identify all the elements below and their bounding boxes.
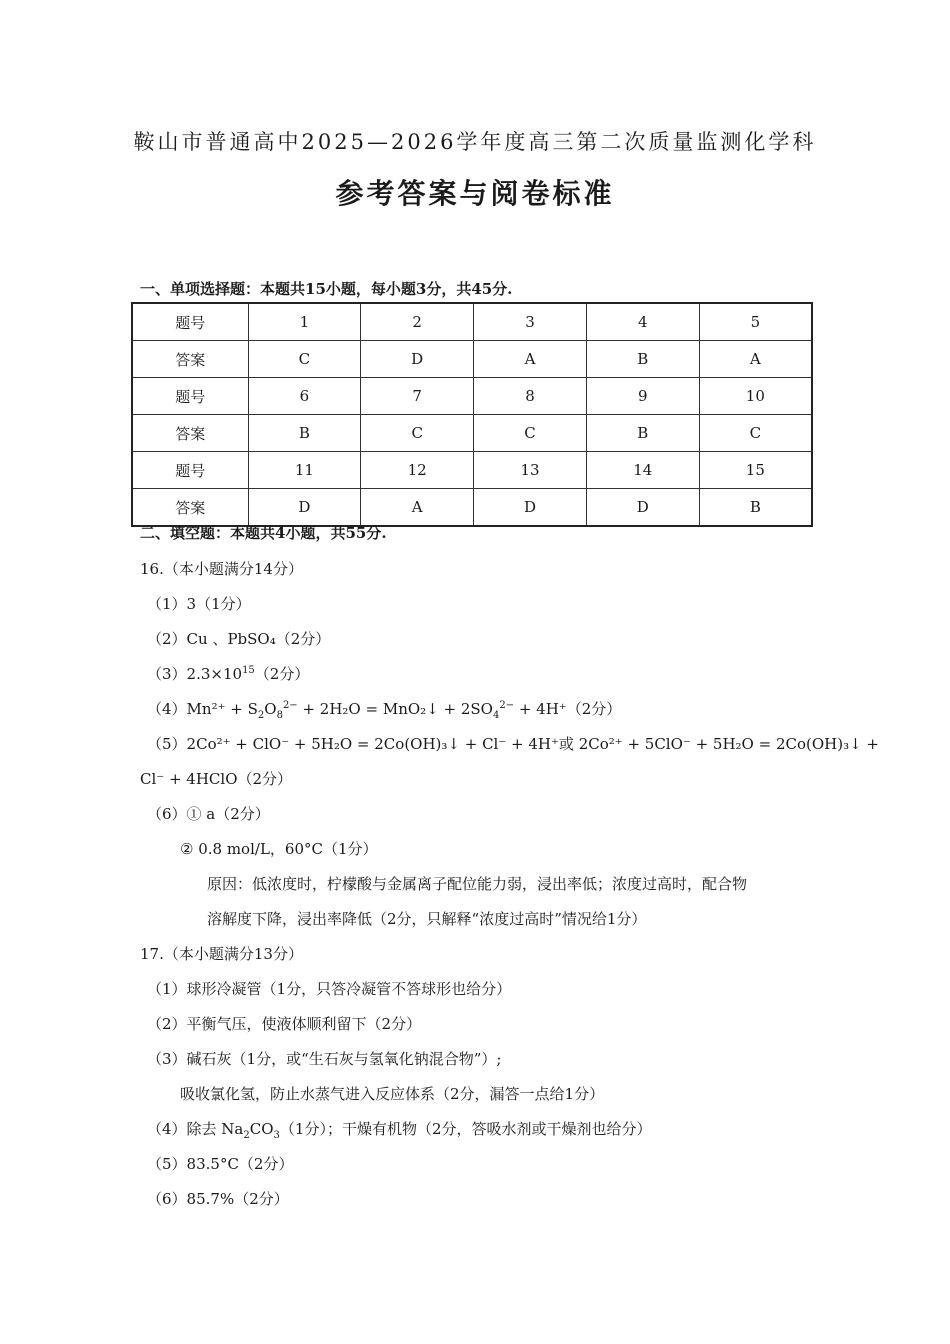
question-number-row bbox=[132, 378, 812, 415]
answer-cell: D bbox=[474, 489, 587, 527]
question-number-cell: 12 bbox=[361, 452, 474, 489]
question-number-cell: 10 bbox=[699, 378, 812, 415]
question-number-cell: 15 bbox=[699, 452, 812, 489]
q16-part2: （2）Cu 、PbSO₄（2分） bbox=[147, 630, 331, 648]
question-number-cell: 11 bbox=[248, 452, 361, 489]
q17-part3-a: （3）碱石灰（1分，或“生石灰与氢氧化钠混合物”）; bbox=[147, 1050, 502, 1068]
question-number-cell: 1 bbox=[248, 303, 361, 341]
answer-cell: B bbox=[586, 341, 699, 378]
question-number-cell: 2 bbox=[361, 303, 474, 341]
q17-title: 17.（本小题满分13分） bbox=[140, 945, 303, 963]
answer-cell: D bbox=[586, 489, 699, 527]
question-number-cell: 7 bbox=[361, 378, 474, 415]
row-label-answer: 答案 bbox=[132, 489, 248, 527]
row-label-answer: 答案 bbox=[132, 415, 248, 452]
answer-cell: A bbox=[474, 341, 587, 378]
section2-heading: 二、填空题：本题共4小题，共55分. bbox=[140, 524, 387, 542]
question-number-cell: 4 bbox=[586, 303, 699, 341]
question-number-cell: 13 bbox=[474, 452, 587, 489]
section1-heading: 一、单项选择题：本题共15小题，每小题3分，共45分. bbox=[140, 280, 513, 298]
answer-cell: A bbox=[699, 341, 812, 378]
question-number-cell: 5 bbox=[699, 303, 812, 341]
q16-part5-line1: （5）2Co²⁺ + ClO⁻ + 5H₂O = 2Co(OH)₃↓ + Cl⁻ + 4H⁺或 2Co²⁺ + 5ClO⁻ + 5H₂O = 2Co(OH)₃↓ + bbox=[147, 735, 880, 753]
q17-part2: （2）平衡气压，使液体顺利留下（2分） bbox=[147, 1015, 422, 1033]
answer-cell: B bbox=[248, 415, 361, 452]
q16-part1: （1）3（1分） bbox=[147, 595, 251, 613]
q17-part6: （6）85.7%（2分） bbox=[147, 1190, 289, 1208]
answer-cell: B bbox=[699, 489, 812, 527]
answer-cell: A bbox=[361, 489, 474, 527]
page-title: 鞍山市普通高中2025—2026学年度高三第二次质量监测化学科 bbox=[133, 130, 817, 154]
answer-cell: D bbox=[361, 341, 474, 378]
row-label-question-number: 题号 bbox=[132, 378, 248, 415]
answer-cell: C bbox=[699, 415, 812, 452]
q16-title: 16.（本小题满分14分） bbox=[140, 560, 303, 578]
q16-part6-1: （6）① a（2分） bbox=[147, 805, 270, 823]
q16-part5-line2: Cl⁻ + 4HClO（2分） bbox=[140, 770, 293, 788]
answer-table bbox=[131, 302, 813, 527]
q16-part4: $(4)Mn^{2+} + S_2O_8^{2-} + 2H_2O$ = MnO₂↓ + $2SO_4^{2-} + 4H^+(2$分） bbox=[147, 700, 622, 721]
q17-part5: （5）83.5°C（2分） bbox=[147, 1155, 294, 1173]
row-label-question-number: 题号 bbox=[132, 452, 248, 489]
row-label-question-number: 题号 bbox=[132, 303, 248, 341]
answer-cell: C bbox=[361, 415, 474, 452]
page-subtitle: 参考答案与阅卷标准 bbox=[335, 177, 615, 210]
question-number-cell: 6 bbox=[248, 378, 361, 415]
q16-part3: $(3)2.3\times 10^{15}(2$分） bbox=[147, 665, 310, 683]
answer-row bbox=[132, 341, 812, 378]
answer-cell: B bbox=[586, 415, 699, 452]
answer-row bbox=[132, 415, 812, 452]
q16-part6-2: ② 0.8 mol/L，60°C（1分） bbox=[180, 840, 378, 858]
question-number-row bbox=[132, 452, 812, 489]
question-number-row bbox=[132, 303, 812, 341]
question-number-cell: 3 bbox=[474, 303, 587, 341]
question-number-cell: 9 bbox=[586, 378, 699, 415]
answer-cell: D bbox=[248, 489, 361, 527]
q16-reason-line1: 原因：低浓度时，柠檬酸与金属离子配位能力弱，浸出率低；浓度过高时，配合物 bbox=[207, 875, 748, 893]
q17-part3-b: 吸收氯化氢，防止水蒸气进入反应体系（2分，漏答一点给1分） bbox=[180, 1085, 605, 1103]
answer-row bbox=[132, 489, 812, 527]
q17-part4: （4）除去 $Na_2CO_3(1$分）；干燥有机物（2分，答吸水剂或干燥剂也给分） bbox=[147, 1120, 652, 1141]
row-label-answer: 答案 bbox=[132, 341, 248, 378]
q16-reason-line2: 溶解度下降，浸出率降低（2分，只解释“浓度过高时”情况给1分） bbox=[207, 910, 647, 928]
question-number-cell: 8 bbox=[474, 378, 587, 415]
answer-cell: C bbox=[248, 341, 361, 378]
answer-cell: C bbox=[474, 415, 587, 452]
question-number-cell: 14 bbox=[586, 452, 699, 489]
q17-part1: （1）球形冷凝管（1分，只答冷凝管不答球形也给分） bbox=[147, 980, 512, 998]
